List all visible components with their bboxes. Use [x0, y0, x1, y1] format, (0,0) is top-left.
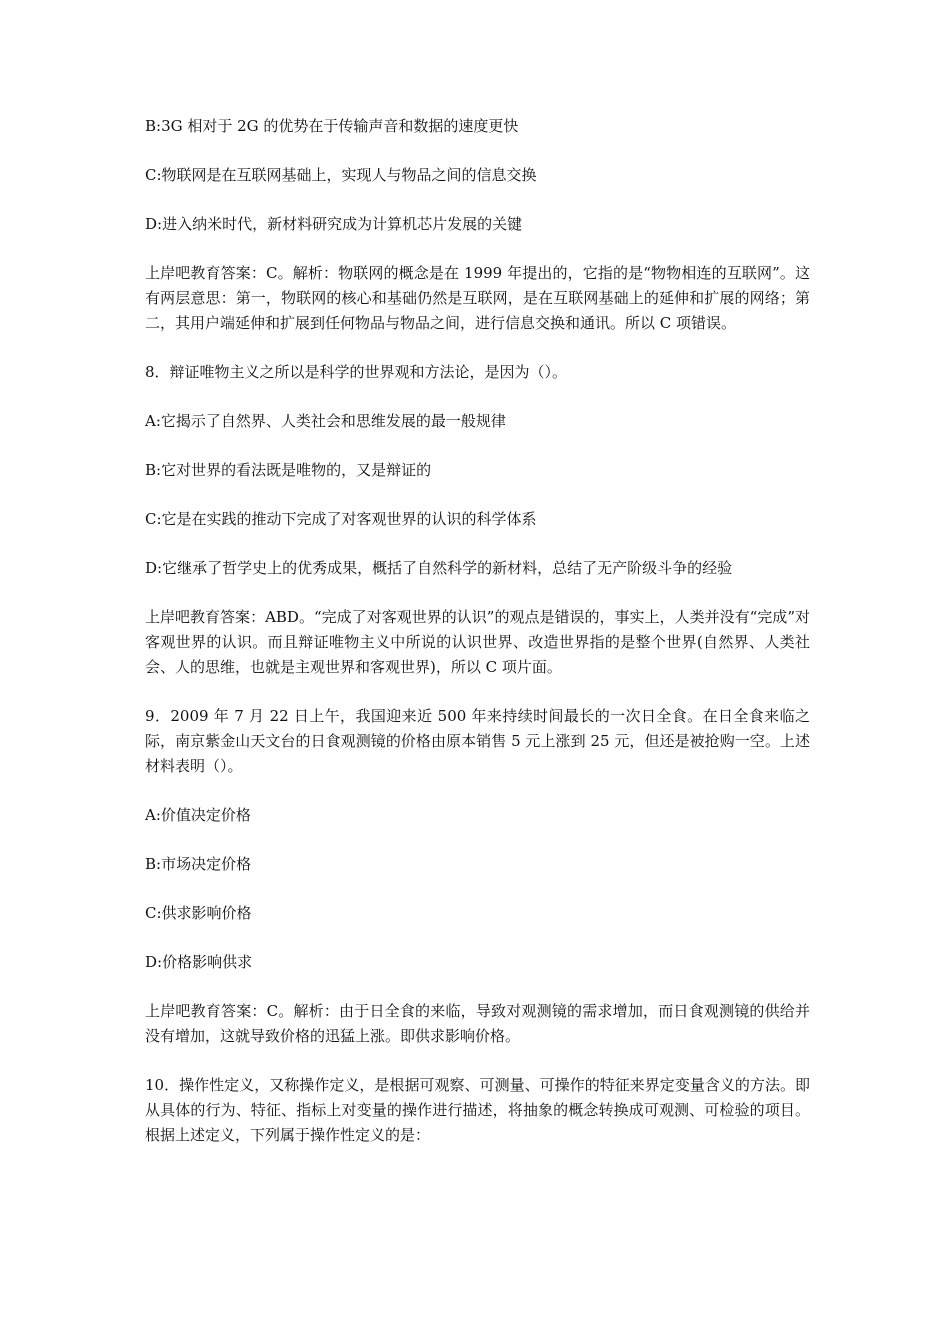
option-8-a: A:它揭示了自然界、人类社会和思维发展的最一般规律 — [145, 412, 506, 430]
option-3-d: D:进入纳米时代，新材料研究成为计算机芯片发展的关键 — [145, 215, 523, 233]
option-9-b: B:市场决定价格 — [145, 855, 252, 873]
option-8-c: C:它是在实践的推动下完成了对客观世界的认识的科学体系 — [145, 510, 537, 528]
option-8-d: D:它继承了哲学史上的优秀成果，概括了自然科学的新材料，总结了无产阶级斗争的经验 — [145, 559, 733, 577]
question-8: 8．辩证唯物主义之所以是科学的世界观和方法论，是因为（）。 — [145, 363, 568, 381]
option-3-c: C:物联网是在互联网基础上，实现人与物品之间的信息交换 — [145, 166, 537, 184]
answer-9: 上岸吧教育答案：C。解析：由于日全食的来临，导致对观测镜的需求增加，而日食观测镜的供给并没有增加，这就导致价格的迅猛上涨。即供求影响价格。 — [145, 1002, 810, 1045]
option-9-a: A:价值决定价格 — [145, 806, 251, 824]
answer-8: 上岸吧教育答案：ABD。“完成了对客观世界的认识”的观点是错误的，事实上，人类并没有“完成”对客观世界的认识。而且辩证唯物主义中所说的认识世界、改造世界指的是整个世界(自然界、人类社会、人的思维，也就是主观世界和客观世界)，所以 C 项片面。 — [145, 608, 810, 676]
option-9-d: D:价格影响供求 — [145, 953, 253, 971]
option-9-c: C:供求影响价格 — [145, 904, 252, 922]
option-3-b: B:3G 相对于 2G 的优势在于传输声音和数据的速度更快 — [145, 117, 519, 135]
question-9: 9．2009 年 7 月 22 日上午，我国迎来近 500 年来持续时间最长的一次日全食。在日全食来临之际，南京紫金山天文台的日食观测镜的价格由原本销售 5 元上涨到 25 元，但还是被抢购一空。上述材料表明（）。 — [145, 707, 810, 775]
question-10: 10．操作性定义，又称操作定义，是根据可观察、可测量、可操作的特征来界定变量含义的方法。即从具体的行为、特征、指标上对变量的操作进行描述，将抽象的概念转换成可观测、可检验的项目。根据上述定义，下列属于操作性定义的是： — [145, 1076, 810, 1144]
option-8-b: B:它对世界的看法既是唯物的，又是辩证的 — [145, 461, 432, 479]
answer-7: 上岸吧教育答案：C。解析：物联网的概念是在 1999 年提出的，它指的是“物物相连的互联网”。这有两层意思：第一，物联网的核心和基础仍然是互联网，是在互联网基础上的延伸和扩展的网络；第二，其用户端延伸和扩展到任何物品与物品之间，进行信息交换和通讯。所以 C 项错误。 — [145, 264, 810, 332]
document-page — [145, 114, 810, 1172]
